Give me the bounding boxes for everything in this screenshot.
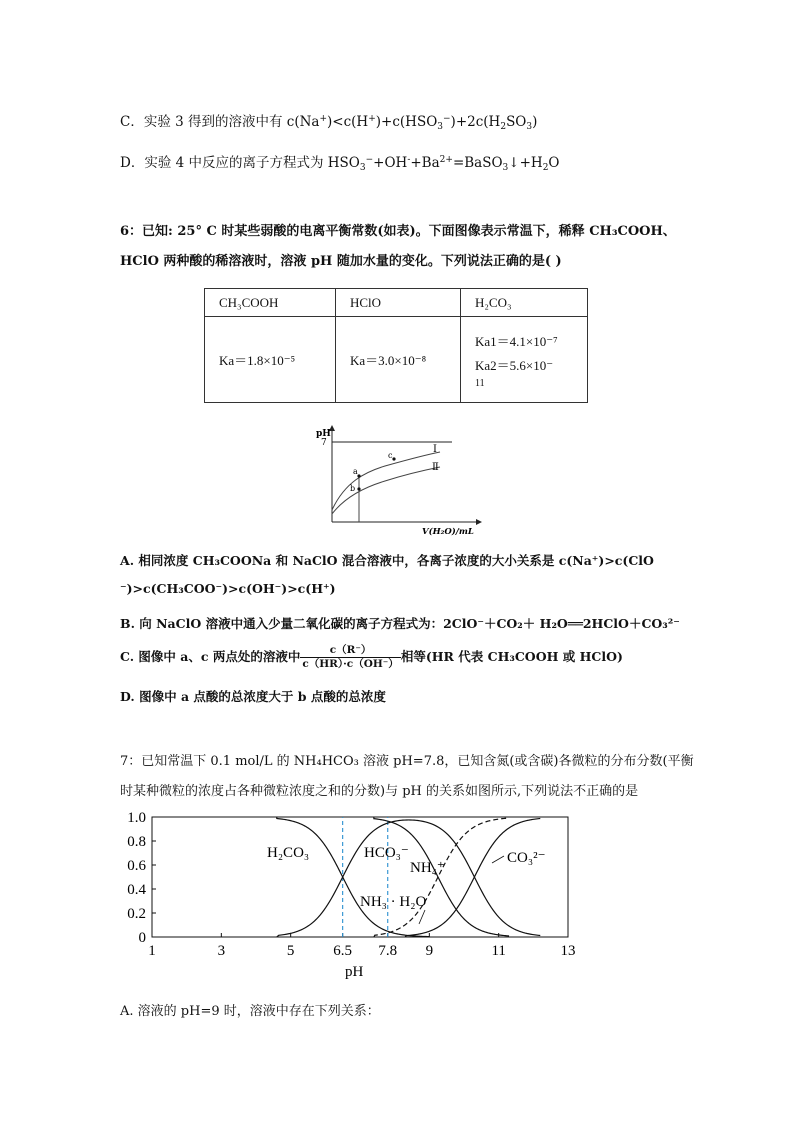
x-tick-label: 6.5 bbox=[333, 943, 353, 959]
q5-option-d: D．实验 4 中反应的离子方程式为 $HSO_3^-+OH^-+Ba^{2+}=BaSO_3↓+H_2O$ bbox=[120, 155, 560, 173]
table-cell: Ka＝1.8×10⁻⁵ bbox=[205, 317, 336, 403]
label-c: c bbox=[388, 451, 393, 460]
label-h2co3 bbox=[267, 845, 309, 861]
point-b bbox=[357, 487, 360, 490]
fraction-denominator: c（HR）·c（OH⁻） bbox=[302, 658, 399, 670]
ka-table bbox=[204, 288, 588, 403]
y-tick-label: 0.8 bbox=[127, 834, 146, 850]
x-axis-title: pH bbox=[345, 964, 364, 980]
y-tick-label: 1.0 bbox=[127, 810, 146, 826]
table-header: H₂CO₃ bbox=[461, 289, 588, 317]
fraction-numerator: c（R⁻） bbox=[300, 644, 400, 658]
label-b: b bbox=[350, 484, 356, 493]
q6-stem-line2: HClO 两种酸的稀溶液时，溶液 pH 随加水量的变化。下列说法正确的是( ) bbox=[120, 254, 562, 269]
reference-lines bbox=[343, 817, 388, 937]
x-tick-label: 13 bbox=[560, 943, 576, 959]
table-header: HClO bbox=[336, 289, 461, 317]
ka2-exponent: 11 bbox=[475, 377, 485, 389]
q7-stem-line2: 时某种微粒的浓度占各种微粒浓度之和的分数)与 pH 的关系如图所示,下列说法不正确的是 bbox=[120, 784, 639, 799]
point-c bbox=[392, 457, 395, 460]
q7-stem-line1: 7：已知常温下 0.1 mol/L 的 NH₄HCO₃ 溶液 pH=7.8，已知含氮(或含碳)各微粒的分布分数(平衡 bbox=[120, 754, 694, 769]
plot-frame bbox=[152, 817, 568, 937]
series-line bbox=[374, 818, 509, 937]
x-tick-label: 1 bbox=[148, 943, 156, 959]
x-tick-label: 9 bbox=[425, 943, 434, 959]
y-tick-label: 0.2 bbox=[127, 906, 146, 922]
series-line bbox=[374, 817, 509, 936]
series-curves bbox=[277, 817, 540, 937]
label-hco3 bbox=[364, 845, 409, 861]
distribution-chart bbox=[110, 806, 590, 986]
table-cell: Ka＝3.0×10⁻⁸ bbox=[336, 317, 461, 403]
label-nh4 bbox=[410, 860, 445, 876]
label-hco3-text: HCO₃⁻ bbox=[364, 845, 409, 861]
series-line bbox=[405, 818, 540, 937]
graph-x-arrow bbox=[476, 519, 482, 525]
q7-option-a: A. 溶液的 pH=9 时，溶液中存在下列关系： bbox=[120, 1004, 380, 1019]
q5-option-c: C．实验 3 得到的溶液中有 $c(Na^+)<c(H^+)+c(HSO_3^-)+2c(H_2SO_3)$ bbox=[120, 114, 538, 132]
ka1-value: Ka1＝4.1×10⁻⁷ bbox=[475, 333, 558, 349]
dilution-graph bbox=[310, 422, 490, 537]
label-nh3h2o-text: NH₃ · H₂O bbox=[360, 894, 427, 910]
ratio-fraction bbox=[300, 644, 400, 671]
q6-option-c-tail: 相等(HR 代表 CH₃COOH 或 HClO) bbox=[400, 649, 623, 664]
y-tick-label: 0 bbox=[138, 930, 146, 946]
graph-y7: 7 bbox=[321, 438, 327, 448]
table-header: CH₃COOH bbox=[205, 289, 336, 317]
label-h2co3-text: H₂CO₃ bbox=[267, 845, 310, 861]
point-a bbox=[357, 474, 360, 477]
ka2-value: Ka2＝5.6×10⁻ bbox=[475, 357, 554, 373]
q6-option-a-line2: ⁻)>c(CH₃COO⁻)>c(OH⁻)>c(H⁺) bbox=[120, 581, 336, 596]
q6-option-d: D. 图像中 a 点酸的总浓度大于 b 点酸的总浓度 bbox=[120, 689, 386, 704]
label-curve-2: Ⅱ bbox=[432, 462, 439, 473]
label-nh3h2o bbox=[360, 894, 426, 910]
series-line bbox=[277, 817, 430, 937]
x-tick-label: 5 bbox=[286, 943, 295, 959]
series-line bbox=[277, 820, 540, 937]
x-tick-label: 11 bbox=[491, 943, 506, 959]
x-tick-label: 7.8 bbox=[378, 943, 398, 959]
q6-stem-line1: 6：已知: 25° C 时某些弱酸的电离平衡常数(如表)。下面图像表示常温下，稀释 CH₃COOH、 bbox=[120, 224, 676, 239]
label-a: a bbox=[353, 467, 358, 476]
q6-option-c bbox=[120, 644, 623, 671]
label-curve-1: Ⅰ bbox=[433, 444, 437, 455]
label-nh4-text: NH₄⁺ bbox=[410, 860, 445, 876]
curve-2 bbox=[332, 467, 440, 514]
graph-xlabel: V(H₂O)/mL bbox=[422, 527, 474, 537]
y-tick-label: 0.6 bbox=[127, 858, 146, 874]
table-cell bbox=[461, 317, 588, 403]
x-tick-label: 3 bbox=[217, 943, 226, 959]
label-co3 bbox=[507, 850, 545, 866]
q6-option-b: B. 向 NaClO 溶液中通入少量二氧化碳的离子方程式为：2ClO⁻＋CO₂＋ H₂O══2HClO＋CO₃²⁻ bbox=[120, 616, 680, 631]
q6-option-a-line1: A. 相同浓度 CH₃COONa 和 NaClO 混合溶液中，各离子浓度的大小关系是 c(Na⁺)>c(ClO bbox=[120, 553, 654, 568]
label-co3-text: CO₃²⁻ bbox=[507, 850, 546, 866]
graph-ylabel: pH bbox=[316, 429, 331, 439]
y-tick-label: 0.4 bbox=[127, 882, 146, 898]
q6-option-c-lead: C. 图像中 a、c 两点处的溶液中 bbox=[120, 649, 301, 664]
nh3-leader bbox=[419, 910, 425, 924]
co3-leader bbox=[492, 856, 504, 863]
